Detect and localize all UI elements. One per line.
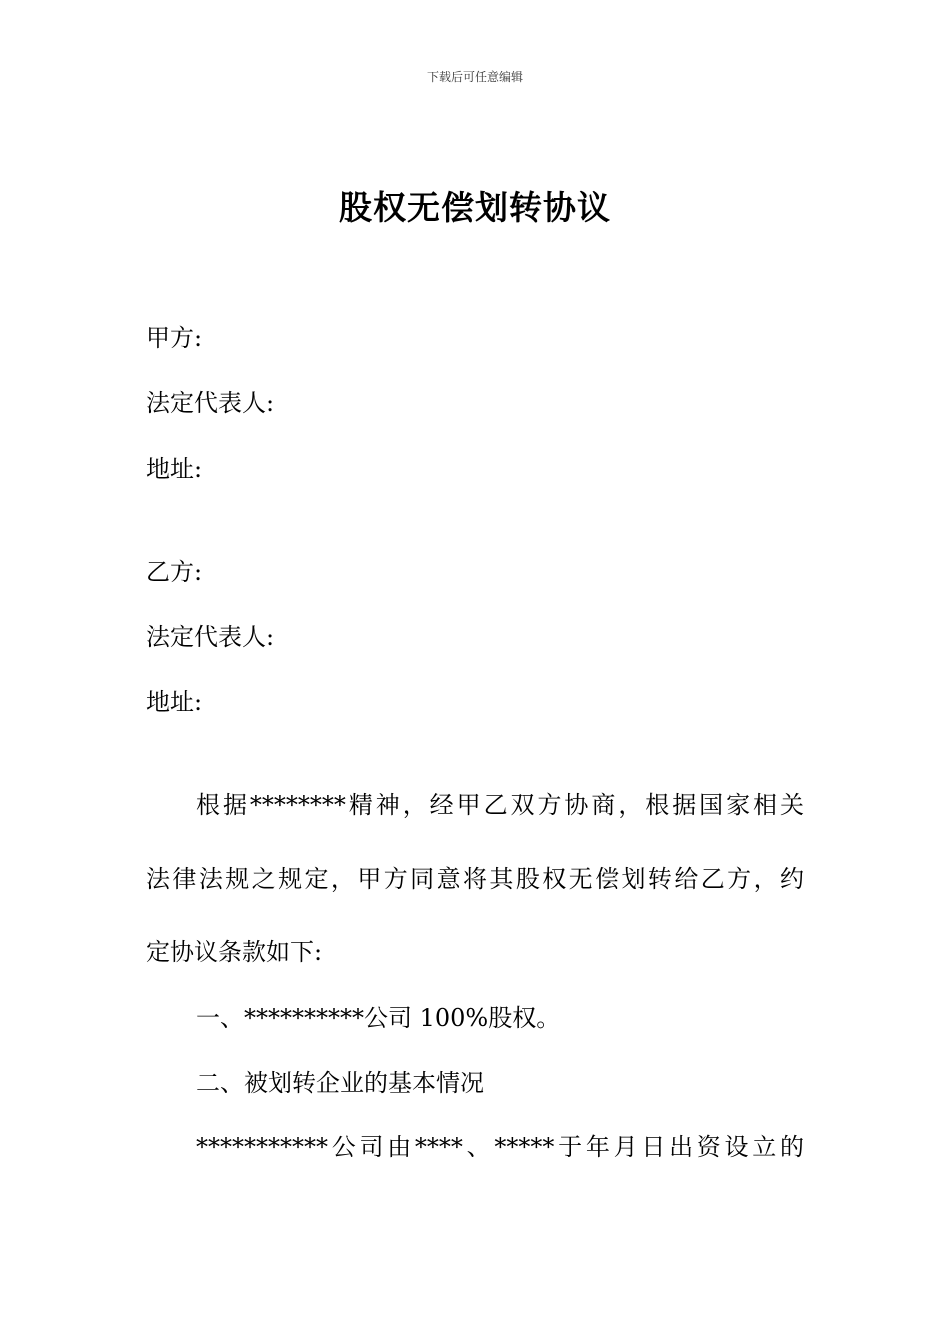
paragraph-1-line-3: 定协议条款如下: (146, 938, 323, 966)
party-a-representative: 法定代表人: (146, 389, 275, 417)
paragraph-1-line-2: 法律法规之规定，甲方同意将其股权无偿划转给乙方，约 (146, 865, 804, 893)
party-b-representative: 法定代表人: (146, 623, 275, 651)
header-note: 下载后可任意编辑 (426, 70, 523, 84)
clause-1: 一、**********公司 100%股权。 (196, 1004, 561, 1032)
document-title: 股权无偿划转协议 (339, 188, 611, 227)
party-b-address: 地址: (146, 688, 203, 716)
party-a-label: 甲方: (146, 324, 203, 352)
clause-2-heading: 二、被划转企业的基本情况 (196, 1069, 484, 1097)
party-a-address: 地址: (146, 455, 203, 483)
paragraph-1-line-1: 根据********精神，经甲乙双方协商，根据国家相关 (196, 791, 804, 819)
paragraph-2-line-1: ***********公司由****、*****于年月日出资设立的 (196, 1133, 804, 1161)
party-b-label: 乙方: (146, 558, 203, 586)
